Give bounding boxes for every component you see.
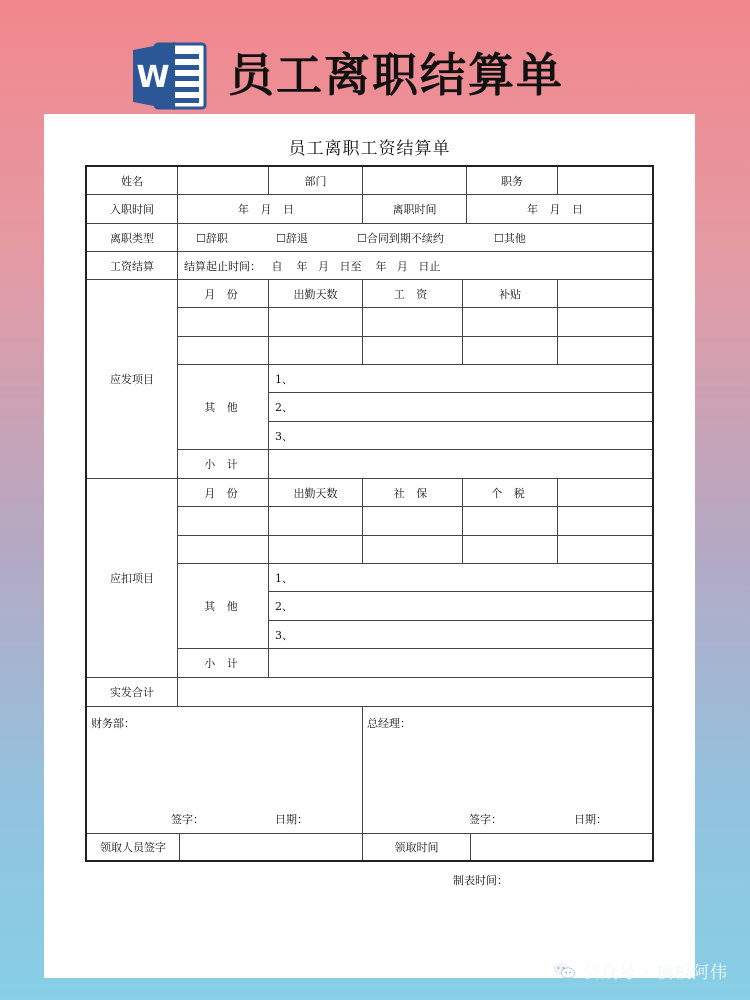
recipient-sign-field[interactable] — [180, 834, 363, 860]
document-title: 员工离职工资结算单 — [288, 139, 451, 159]
finance-sign-label: 签字： — [171, 813, 204, 826]
deductions-header-days: 出勤天数 — [269, 479, 363, 507]
deductions-cell[interactable] — [178, 536, 269, 564]
earnings-subtotal-label: 小 计 — [178, 450, 269, 479]
settlement-period: 结算起止时间： 自 年 月 日至 年 月 日止 — [178, 252, 652, 280]
manager-label: 总经理： — [367, 717, 411, 730]
leave-date-text: 年 月 日 — [527, 203, 584, 216]
option-contract-end[interactable]: ☐合同到期不续约 — [357, 231, 444, 245]
deductions-cell[interactable] — [558, 507, 652, 536]
name-field[interactable] — [178, 167, 269, 195]
settlement-form — [85, 165, 654, 862]
receive-time-field[interactable] — [471, 834, 652, 860]
dept-label: 部门 — [269, 167, 363, 195]
deductions-cell[interactable] — [463, 507, 558, 536]
banner-title: 员工离职结算单 — [228, 48, 564, 102]
earnings-other-label: 其 他 — [178, 365, 269, 450]
earnings-cell[interactable] — [178, 308, 269, 337]
earnings-cell[interactable] — [178, 337, 269, 365]
entry-time-label: 入职时间 — [87, 195, 178, 224]
entry-date-text: 年 月 日 — [238, 203, 295, 216]
receive-time-label: 领取时间 — [363, 834, 471, 860]
earnings-header-allowance: 补贴 — [463, 280, 558, 308]
deductions-other-item-1[interactable]: 1、 — [269, 564, 652, 592]
earnings-other-item-2[interactable]: 2、 — [269, 393, 652, 422]
earnings-label: 应发项目 — [87, 280, 178, 479]
actual-total-field[interactable] — [178, 678, 652, 707]
earnings-other-item-3[interactable]: 3、 — [269, 422, 652, 450]
earnings-cell[interactable] — [558, 308, 652, 337]
entry-time-field[interactable] — [178, 195, 363, 224]
deductions-cell[interactable] — [363, 507, 463, 536]
word-icon-letter: W — [136, 60, 170, 95]
manager-sign-label: 签字： — [469, 813, 502, 826]
option-resign[interactable]: ☐辞职 — [196, 231, 228, 245]
deductions-other-label: 其 他 — [178, 564, 269, 649]
position-field[interactable] — [558, 167, 652, 195]
actual-total-label: 实发合计 — [87, 678, 178, 707]
deductions-other-item-2[interactable]: 2、 — [269, 592, 652, 621]
earnings-subtotal-field[interactable] — [269, 450, 652, 479]
settlement-label: 工资结算 — [87, 252, 178, 280]
deductions-header-social-security: 社 保 — [363, 479, 463, 507]
deductions-header-month: 月 份 — [178, 479, 269, 507]
finance-date-label: 日期： — [275, 813, 308, 826]
deductions-cell[interactable] — [558, 536, 652, 564]
manager-approval-box[interactable] — [363, 707, 652, 834]
leave-type-label: 离职类型 — [87, 224, 178, 252]
watermark-text: 公众号 · 模板阿伟 — [582, 963, 728, 983]
position-label: 职务 — [467, 167, 558, 195]
deductions-subtotal-field[interactable] — [269, 649, 652, 678]
earnings-header-month: 月 份 — [178, 280, 269, 308]
earnings-cell[interactable] — [363, 308, 463, 337]
leave-time-label: 离职时间 — [363, 195, 467, 224]
header-banner — [0, 0, 750, 115]
deductions-subtotal-label: 小 计 — [178, 649, 269, 678]
word-icon — [131, 40, 209, 112]
name-label: 姓名 — [87, 167, 178, 195]
made-time-label: 制表时间： — [453, 874, 508, 887]
deductions-cell[interactable] — [463, 536, 558, 564]
document-page — [44, 114, 695, 978]
recipient-sign-label: 领取人员签字 — [87, 834, 180, 860]
earnings-cell[interactable] — [463, 337, 558, 365]
earnings-header-salary: 工 资 — [363, 280, 463, 308]
manager-date-label: 日期： — [574, 813, 607, 826]
deductions-label: 应扣项目 — [87, 479, 178, 678]
earnings-other-item-1[interactable]: 1、 — [269, 365, 652, 393]
earnings-header-blank — [558, 280, 652, 308]
dept-field[interactable] — [363, 167, 467, 195]
deductions-cell[interactable] — [363, 536, 463, 564]
leave-type-options — [178, 224, 652, 252]
earnings-cell[interactable] — [363, 337, 463, 365]
earnings-header-days: 出勤天数 — [269, 280, 363, 308]
earnings-cell[interactable] — [269, 337, 363, 365]
option-dismissed[interactable]: ☐辞退 — [276, 231, 308, 245]
deductions-header-income-tax: 个 税 — [463, 479, 558, 507]
option-other[interactable]: ☐其他 — [494, 231, 526, 245]
deductions-cell[interactable] — [269, 507, 363, 536]
finance-approval-box[interactable] — [87, 707, 363, 834]
leave-time-field[interactable] — [467, 195, 652, 224]
earnings-cell[interactable] — [269, 308, 363, 337]
earnings-cell[interactable] — [463, 308, 558, 337]
deductions-header-blank — [558, 479, 652, 507]
earnings-cell[interactable] — [558, 337, 652, 365]
deductions-cell[interactable] — [269, 536, 363, 564]
watermark — [553, 958, 728, 983]
deductions-other-item-3[interactable]: 3、 — [269, 621, 652, 649]
deductions-cell[interactable] — [178, 507, 269, 536]
wechat-icon — [553, 962, 575, 980]
finance-label: 财务部： — [91, 717, 135, 730]
